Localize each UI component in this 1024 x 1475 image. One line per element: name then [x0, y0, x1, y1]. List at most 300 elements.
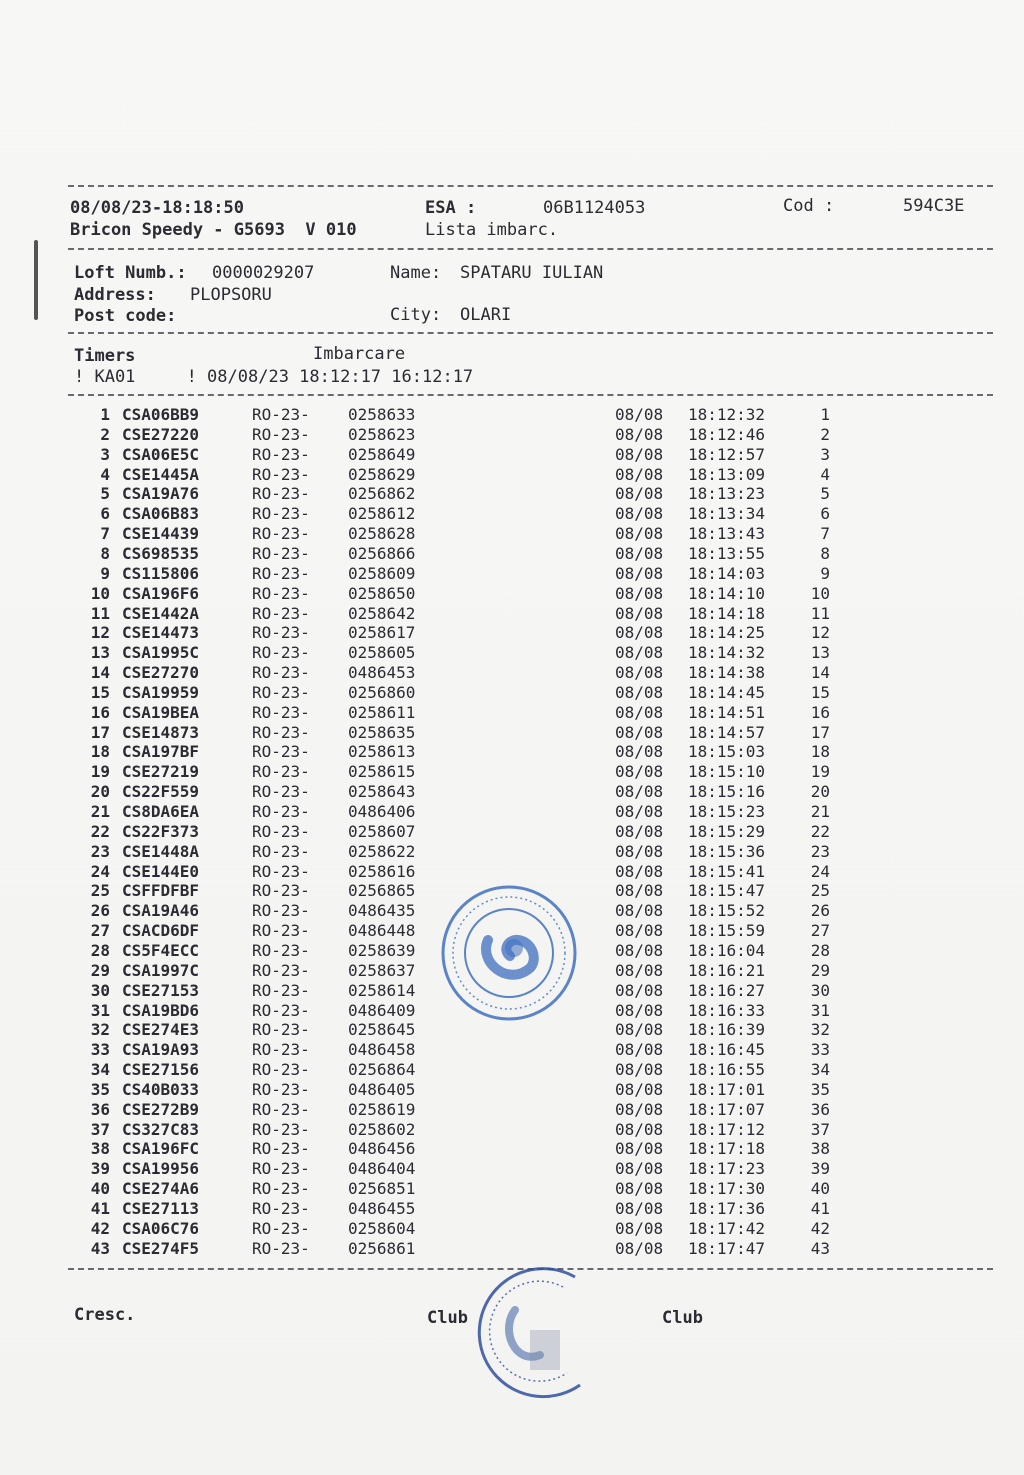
row-index: 37	[90, 1119, 110, 1139]
ring-number: 0258619	[348, 1099, 416, 1119]
arrival-date: 08/08	[615, 821, 664, 841]
ring-number: 0258639	[348, 940, 416, 960]
rank: 43	[810, 1238, 830, 1258]
row-index: 16	[90, 702, 110, 722]
ring-number: 0486453	[348, 663, 416, 683]
arrival-time: 18:16:04	[688, 940, 766, 960]
arrival-date: 08/08	[615, 583, 664, 603]
arrival-date: 08/08	[615, 1159, 664, 1179]
rank: 23	[810, 841, 830, 861]
table-row	[0, 822, 1024, 842]
rank: 26	[810, 901, 830, 921]
ring-number: 0258645	[348, 1020, 416, 1040]
table-row	[0, 445, 1024, 465]
ring-code: CS698535	[122, 543, 200, 563]
ring-code: CSA196F6	[122, 583, 200, 603]
ring-number: 0486455	[348, 1199, 416, 1218]
row-index: 21	[90, 802, 110, 821]
table-row	[0, 703, 1024, 723]
ring-code: CSE14473	[122, 623, 200, 643]
ring-code: CSA19BEA	[122, 702, 200, 722]
rank: 27	[810, 921, 830, 941]
arrival-date: 08/08	[615, 543, 664, 563]
arrival-time: 18:15:36	[688, 841, 766, 861]
ring-code: CSE1445A	[122, 464, 200, 484]
rank: 38	[810, 1139, 830, 1159]
ring-number: 0258622	[348, 841, 416, 861]
table-row	[0, 782, 1024, 802]
ring-code: CSE27156	[122, 1060, 200, 1080]
row-index: 12	[90, 623, 110, 643]
arrival-time: 18:14:03	[688, 563, 766, 583]
bottom-seal-stamp	[455, 1255, 600, 1410]
rank: 42	[810, 1218, 830, 1238]
ring-code: CS115806	[122, 563, 200, 583]
ring-prefix: RO-23-	[252, 1099, 310, 1119]
ring-prefix: RO-23-	[252, 1079, 310, 1099]
arrival-date: 08/08	[615, 563, 664, 583]
ring-prefix: RO-23-	[252, 583, 310, 603]
arrival-time: 18:12:57	[688, 444, 766, 464]
arrival-time: 18:14:38	[688, 663, 766, 683]
ring-prefix: RO-23-	[252, 960, 310, 980]
arrival-time: 18:15:29	[688, 821, 766, 841]
ring-number: 0258635	[348, 722, 416, 742]
table-row	[0, 465, 1024, 485]
ring-prefix: RO-23-	[252, 762, 310, 782]
rank: 15	[810, 682, 830, 702]
ring-code: CSE144E0	[122, 861, 200, 881]
row-index: 42	[90, 1218, 110, 1238]
arrival-date: 08/08	[615, 1040, 664, 1060]
arrival-date: 08/08	[615, 702, 664, 722]
rank: 17	[810, 722, 830, 742]
row-index: 27	[90, 921, 110, 941]
ring-code: CSA1995C	[122, 643, 200, 663]
arrival-date: 08/08	[615, 524, 664, 544]
ring-prefix: RO-23-	[252, 1040, 310, 1060]
ring-prefix: RO-23-	[252, 444, 310, 464]
ring-number: 0258628	[348, 524, 416, 544]
arrival-date: 08/08	[615, 742, 664, 762]
table-row	[0, 1139, 1024, 1159]
address-label: Address:	[74, 285, 156, 305]
arrival-date: 08/08	[615, 762, 664, 782]
rank: 32	[810, 1020, 830, 1040]
rank: 14	[810, 663, 830, 683]
ring-prefix: RO-23-	[252, 881, 310, 901]
rank: 13	[810, 643, 830, 663]
arrival-time: 18:14:10	[688, 583, 766, 603]
table-row	[0, 504, 1024, 524]
ring-prefix: RO-23-	[252, 722, 310, 742]
row-index: 4	[100, 464, 110, 484]
arrival-date: 08/08	[615, 1079, 664, 1099]
ring-number: 0256851	[348, 1179, 416, 1199]
ring-prefix: RO-23-	[252, 702, 310, 722]
ring-number: 0258616	[348, 861, 416, 881]
table-row	[0, 802, 1024, 822]
arrival-time: 18:16:21	[688, 960, 766, 980]
arrival-time: 18:15:59	[688, 921, 766, 941]
ring-code: CSE1448A	[122, 841, 200, 861]
arrival-date: 08/08	[615, 1020, 664, 1040]
ring-prefix: RO-23-	[252, 1218, 310, 1238]
ring-prefix: RO-23-	[252, 484, 310, 504]
ring-code: CS40B033	[122, 1079, 200, 1099]
ring-prefix: RO-23-	[252, 464, 310, 484]
ring-number: 0258605	[348, 643, 416, 663]
ring-code: CS5F4ECC	[122, 940, 200, 960]
esa-value: 06B1124053	[543, 198, 646, 218]
table-row	[0, 1159, 1024, 1179]
rank: 36	[810, 1099, 830, 1119]
table-row	[0, 524, 1024, 544]
ring-code: CSA196FC	[122, 1139, 200, 1159]
arrival-date: 08/08	[615, 682, 664, 702]
arrival-time: 18:17:01	[688, 1079, 766, 1099]
row-index: 39	[90, 1159, 110, 1179]
ring-code: CSA06E5C	[122, 444, 200, 464]
ring-number: 0258604	[348, 1218, 416, 1238]
name-value: SPATARU IULIAN	[460, 263, 604, 283]
ring-number: 0486458	[348, 1040, 416, 1060]
arrival-time: 18:17:30	[688, 1179, 766, 1199]
arrival-date: 08/08	[615, 1238, 664, 1258]
rank: 8	[820, 543, 830, 563]
rank: 39	[810, 1159, 830, 1179]
rank: 5	[820, 484, 830, 504]
ring-code: CSA19956	[122, 1159, 200, 1179]
arrival-time: 18:15:16	[688, 782, 766, 802]
ring-code: CSA19A46	[122, 901, 200, 921]
arrival-time: 18:13:43	[688, 524, 766, 544]
arrival-time: 18:16:39	[688, 1020, 766, 1040]
row-index: 28	[90, 940, 110, 960]
row-index: 15	[90, 682, 110, 702]
ring-code: CSFFDFBF	[122, 881, 200, 901]
arrival-date: 08/08	[615, 623, 664, 643]
arrival-date: 08/08	[615, 444, 664, 464]
row-index: 19	[90, 762, 110, 782]
table-row	[0, 762, 1024, 782]
ring-code: CS327C83	[122, 1119, 200, 1139]
arrival-time: 18:17:07	[688, 1099, 766, 1119]
rank: 41	[810, 1199, 830, 1218]
ring-code: CSE27113	[122, 1199, 200, 1218]
row-index: 35	[90, 1079, 110, 1099]
table-row	[0, 623, 1024, 643]
table-row	[0, 564, 1024, 584]
ring-prefix: RO-23-	[252, 524, 310, 544]
ring-number: 0258642	[348, 603, 416, 623]
arrival-time: 18:14:51	[688, 702, 766, 722]
ring-prefix: RO-23-	[252, 1238, 310, 1258]
arrival-date: 08/08	[615, 841, 664, 861]
arrival-date: 08/08	[615, 464, 664, 484]
arrival-date: 08/08	[615, 1139, 664, 1159]
ring-number: 0258623	[348, 424, 416, 444]
ring-number: 0258611	[348, 702, 416, 722]
ring-number: 0258607	[348, 821, 416, 841]
rank: 33	[810, 1040, 830, 1060]
table-row	[0, 544, 1024, 564]
rank: 30	[810, 980, 830, 1000]
ring-prefix: RO-23-	[252, 623, 310, 643]
ring-prefix: RO-23-	[252, 921, 310, 941]
rank: 10	[810, 583, 830, 603]
row-index: 6	[100, 504, 110, 524]
postcode-label: Post code:	[74, 306, 177, 326]
ring-code: CSA1997C	[122, 960, 200, 980]
row-index: 40	[90, 1179, 110, 1199]
separator-top	[68, 185, 993, 187]
row-index: 5	[100, 484, 110, 504]
ring-number: 0258602	[348, 1119, 416, 1139]
ring-prefix: RO-23-	[252, 603, 310, 623]
table-row	[0, 425, 1024, 445]
table-row	[0, 1179, 1024, 1199]
ring-number: 0258609	[348, 563, 416, 583]
table-row	[0, 405, 1024, 425]
ring-prefix: RO-23-	[252, 940, 310, 960]
arrival-time: 18:17:47	[688, 1238, 766, 1258]
row-index: 10	[90, 583, 110, 603]
arrival-time: 18:13:34	[688, 504, 766, 524]
ring-code: CS22F559	[122, 782, 200, 802]
table-row	[0, 683, 1024, 703]
table-row	[0, 484, 1024, 504]
ring-prefix: RO-23-	[252, 682, 310, 702]
rank: 3	[820, 444, 830, 464]
ring-number: 0486409	[348, 1000, 416, 1020]
arrival-date: 08/08	[615, 504, 664, 524]
row-index: 1	[100, 405, 110, 424]
ring-prefix: RO-23-	[252, 901, 310, 921]
imbarcare-label: Imbarcare	[313, 344, 406, 364]
arrival-time: 18:15:23	[688, 802, 766, 821]
ring-prefix: RO-23-	[252, 1119, 310, 1139]
rank: 7	[820, 524, 830, 544]
ring-number: 0258614	[348, 980, 416, 1000]
row-index: 31	[90, 1000, 110, 1020]
ring-number: 0258637	[348, 960, 416, 980]
rank: 16	[810, 702, 830, 722]
rank: 21	[810, 802, 830, 821]
ring-prefix: RO-23-	[252, 802, 310, 821]
row-index: 25	[90, 881, 110, 901]
rank: 9	[820, 563, 830, 583]
city-label: City:	[390, 305, 442, 325]
ring-prefix: RO-23-	[252, 1159, 310, 1179]
ring-prefix: RO-23-	[252, 821, 310, 841]
arrival-date: 08/08	[615, 782, 664, 802]
row-index: 30	[90, 980, 110, 1000]
arrival-date: 08/08	[615, 802, 664, 821]
arrival-time: 18:13:09	[688, 464, 766, 484]
ring-prefix: RO-23-	[252, 1000, 310, 1020]
arrival-date: 08/08	[615, 940, 664, 960]
arrival-time: 18:15:41	[688, 861, 766, 881]
ring-prefix: RO-23-	[252, 861, 310, 881]
ring-code: CSA06BB9	[122, 405, 200, 424]
ring-prefix: RO-23-	[252, 504, 310, 524]
row-index: 18	[90, 742, 110, 762]
ring-number: 0256864	[348, 1060, 416, 1080]
table-row	[0, 663, 1024, 683]
arrival-time: 18:14:25	[688, 623, 766, 643]
ring-prefix: RO-23-	[252, 543, 310, 563]
cod-value: 594C3E	[903, 196, 965, 216]
arrival-date: 08/08	[615, 722, 664, 742]
arrival-date: 08/08	[615, 603, 664, 623]
table-row	[0, 1199, 1024, 1219]
row-index: 38	[90, 1139, 110, 1159]
ring-number: 0258633	[348, 405, 416, 424]
table-row	[0, 604, 1024, 624]
rank: 2	[820, 424, 830, 444]
table-row	[0, 584, 1024, 604]
row-index: 7	[100, 524, 110, 544]
ring-number: 0258612	[348, 504, 416, 524]
margin-mark	[34, 240, 38, 320]
ring-prefix: RO-23-	[252, 980, 310, 1000]
arrival-time: 18:12:46	[688, 424, 766, 444]
ring-number: 0486406	[348, 802, 416, 821]
ring-code: CSA06C76	[122, 1218, 200, 1238]
ring-code: CSE272B9	[122, 1099, 200, 1119]
row-index: 41	[90, 1199, 110, 1218]
arrival-date: 08/08	[615, 1000, 664, 1020]
table-row	[0, 1100, 1024, 1120]
row-index: 24	[90, 861, 110, 881]
ring-number: 0256860	[348, 682, 416, 702]
loft-label: Loft Numb.:	[74, 263, 187, 283]
arrival-time: 18:14:32	[688, 643, 766, 663]
ring-code: CSA19BD6	[122, 1000, 200, 1020]
row-index: 8	[100, 543, 110, 563]
arrival-date: 08/08	[615, 1099, 664, 1119]
arrival-date: 08/08	[615, 1218, 664, 1238]
arrival-time: 18:13:55	[688, 543, 766, 563]
ring-prefix: RO-23-	[252, 663, 310, 683]
table-row	[0, 643, 1024, 663]
arrival-date: 08/08	[615, 424, 664, 444]
ring-number: 0256861	[348, 1238, 416, 1258]
row-index: 17	[90, 722, 110, 742]
ring-prefix: RO-23-	[252, 563, 310, 583]
club-label-left: Club	[427, 1308, 468, 1328]
arrival-date: 08/08	[615, 1199, 664, 1218]
ring-prefix: RO-23-	[252, 782, 310, 802]
city-value: OLARI	[460, 305, 512, 325]
row-index: 3	[100, 444, 110, 464]
ring-number: 0486435	[348, 901, 416, 921]
arrival-time: 18:16:55	[688, 1060, 766, 1080]
row-index: 14	[90, 663, 110, 683]
timers-label: Timers	[74, 346, 136, 366]
arrival-date: 08/08	[615, 861, 664, 881]
arrival-time: 18:12:32	[688, 405, 766, 424]
arrival-time: 18:14:57	[688, 722, 766, 742]
rank: 4	[820, 464, 830, 484]
ring-number: 0486405	[348, 1079, 416, 1099]
row-index: 23	[90, 841, 110, 861]
rank: 20	[810, 782, 830, 802]
arrival-time: 18:15:03	[688, 742, 766, 762]
arrival-time: 18:17:23	[688, 1159, 766, 1179]
ring-prefix: RO-23-	[252, 1020, 310, 1040]
arrival-time: 18:14:18	[688, 603, 766, 623]
header-datetime: 08/08/23-18:18:50	[70, 198, 244, 218]
ring-code: CSA06B83	[122, 504, 200, 524]
rank: 37	[810, 1119, 830, 1139]
ring-number: 0256862	[348, 484, 416, 504]
rank: 18	[810, 742, 830, 762]
rank: 29	[810, 960, 830, 980]
ring-prefix: RO-23-	[252, 742, 310, 762]
arrival-time: 18:17:36	[688, 1199, 766, 1218]
arrival-date: 08/08	[615, 405, 664, 424]
device-name: Bricon Speedy - G5693 V 010	[70, 220, 357, 240]
rank: 6	[820, 504, 830, 524]
ring-prefix: RO-23-	[252, 1199, 310, 1218]
rank: 25	[810, 881, 830, 901]
row-index: 26	[90, 901, 110, 921]
ring-number: 0258617	[348, 623, 416, 643]
table-row	[0, 1060, 1024, 1080]
timer-line: ! KA01 ! 08/08/23 18:12:17 16:12:17	[74, 367, 474, 387]
ring-code: CSACD6DF	[122, 921, 200, 941]
rank: 34	[810, 1060, 830, 1080]
table-row	[0, 723, 1024, 743]
table-row	[0, 1219, 1024, 1239]
ring-code: CSA19A93	[122, 1040, 200, 1060]
name-label: Name:	[390, 263, 442, 283]
rank: 31	[810, 1000, 830, 1020]
ring-prefix: RO-23-	[252, 1179, 310, 1199]
rank: 22	[810, 821, 830, 841]
arrival-date: 08/08	[615, 1060, 664, 1080]
arrival-time: 18:15:47	[688, 881, 766, 901]
ring-code: CSE27220	[122, 424, 200, 444]
ring-number: 0258650	[348, 583, 416, 603]
address-value: PLOPSORU	[190, 285, 272, 305]
table-row	[0, 1120, 1024, 1140]
arrival-date: 08/08	[615, 960, 664, 980]
row-index: 29	[90, 960, 110, 980]
row-index: 9	[100, 563, 110, 583]
arrival-date: 08/08	[615, 1179, 664, 1199]
row-index: 36	[90, 1099, 110, 1119]
ring-prefix: RO-23-	[252, 424, 310, 444]
table-row	[0, 862, 1024, 882]
ring-code: CSA197BF	[122, 742, 200, 762]
rank: 11	[810, 603, 830, 623]
ring-code: CSE27270	[122, 663, 200, 683]
rank: 1	[820, 405, 830, 424]
ring-code: CSE27153	[122, 980, 200, 1000]
arrival-time: 18:17:12	[688, 1119, 766, 1139]
arrival-time: 18:13:23	[688, 484, 766, 504]
arrival-date: 08/08	[615, 484, 664, 504]
arrival-time: 18:16:27	[688, 980, 766, 1000]
arrival-time: 18:15:10	[688, 762, 766, 782]
row-index: 11	[90, 603, 110, 623]
separator-timers	[68, 394, 993, 396]
club-label-right: Club	[662, 1308, 703, 1328]
ring-number: 0486448	[348, 921, 416, 941]
